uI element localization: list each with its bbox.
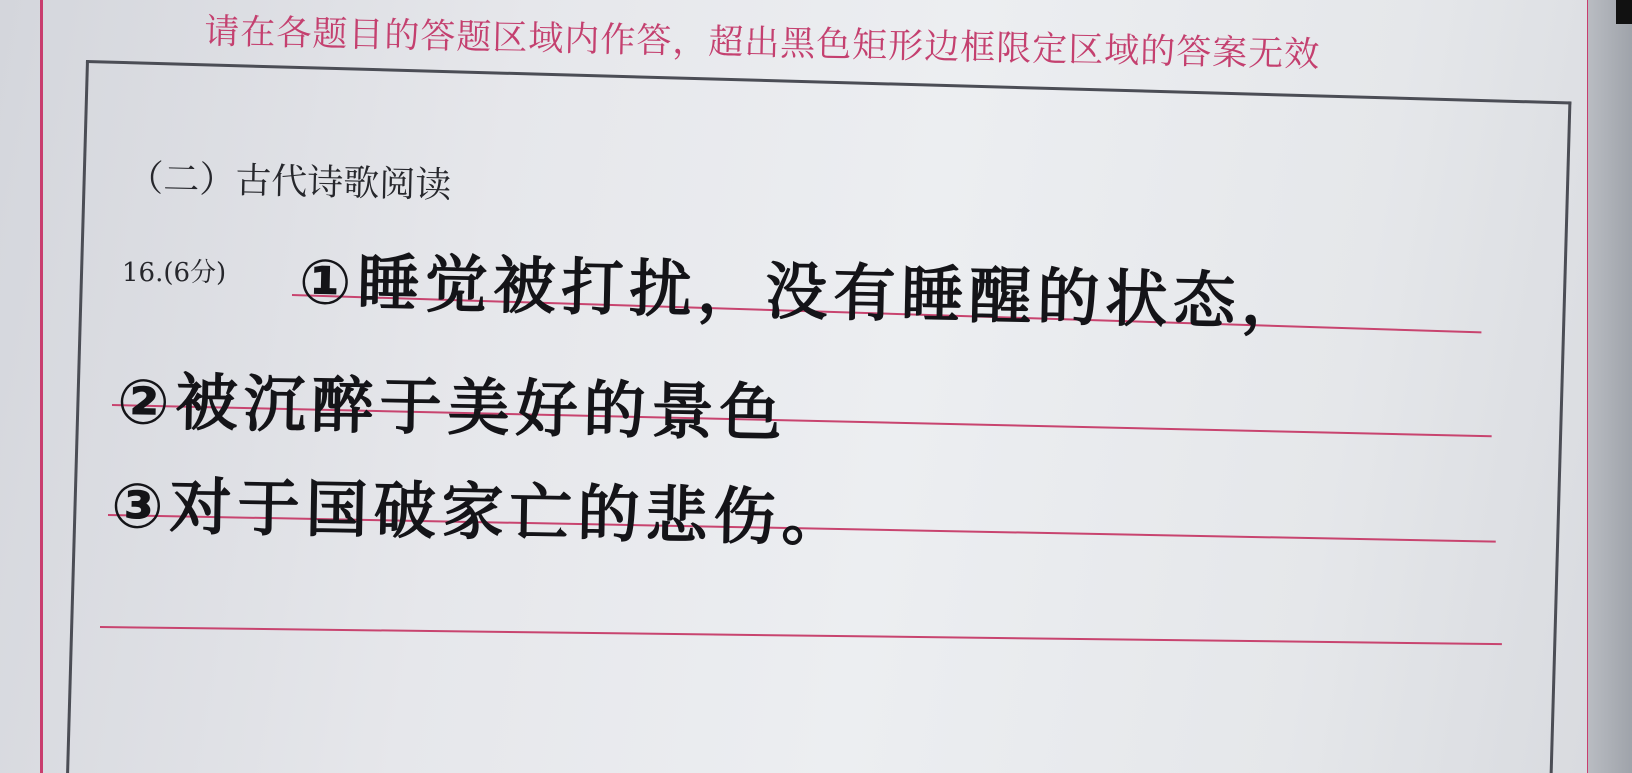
handwritten-answer-2: ②被沉醉于美好的景色 [116,364,789,450]
question-number: 16.(6分) [122,258,227,288]
handwritten-answer-3: ③对于国破家亡的悲伤。 [110,468,851,555]
answer-area-notice: 请在各题目的答题区域内作答，超出黑色矩形边框限定区域的答案无效 [203,11,1321,76]
handwritten-answer-1: ①睡觉被打扰，没有睡醒的状态， [298,244,1311,340]
sheet-edge [1588,0,1632,773]
section-title: （二）古代诗歌阅读 [126,157,452,207]
